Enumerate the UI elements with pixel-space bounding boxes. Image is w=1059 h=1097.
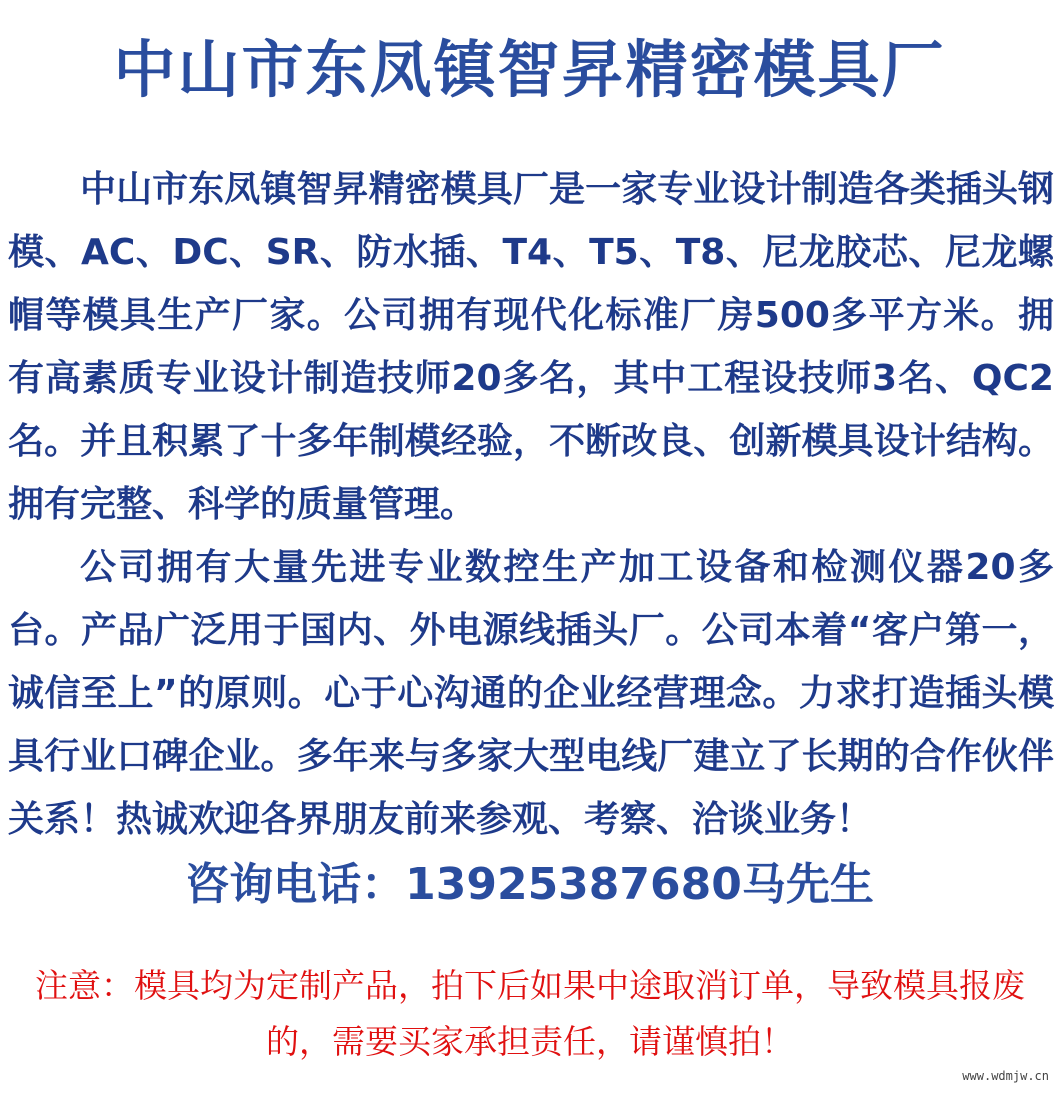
- order-notice: 注意：模具均为定制产品，拍下后如果中途取消订单，导致模具报废的，需要买家承担责任，请谨慎拍！: [35, 966, 1025, 1061]
- company-introduction: [8, 158, 1054, 851]
- intro-paragraph: 中山市东凤镇智昇精密模具厂是一家专业设计制造各类插头钢模、AC、DC、SR、防水插、T4、T5、T8、尼龙胶芯、尼龙螺帽等模具生产厂家。公司拥有现代化标准厂房500多平方米。拥有高素质专业设计制造技师20多名，其中工程设技师3名、QC2名。并且积累了十多年制模经验，不断改良、创新模具设计结构。拥有完整、科学的质量管理。: [8, 169, 1054, 525]
- page-title: 中山市东凤镇智昇精密模具厂: [113, 33, 946, 106]
- contact-phone: 咨询电话：13925387680马先生: [185, 859, 874, 910]
- site-watermark: www.wdmjw.cn: [962, 1069, 1049, 1083]
- intro-paragraph: 公司拥有大量先进专业数控生产加工设备和检测仪器20多台。产品广泛用于国内、外电源线插头厂。公司本着“客户第一，诚信至上”的原则。心于心沟通的企业经营理念。力求打造插头模具行业口碑企业。多年来与多家大型电线厂建立了长期的合作伙伴关系！热诚欢迎各界朋友前来参观、考察、洽谈业务！: [8, 547, 1054, 840]
